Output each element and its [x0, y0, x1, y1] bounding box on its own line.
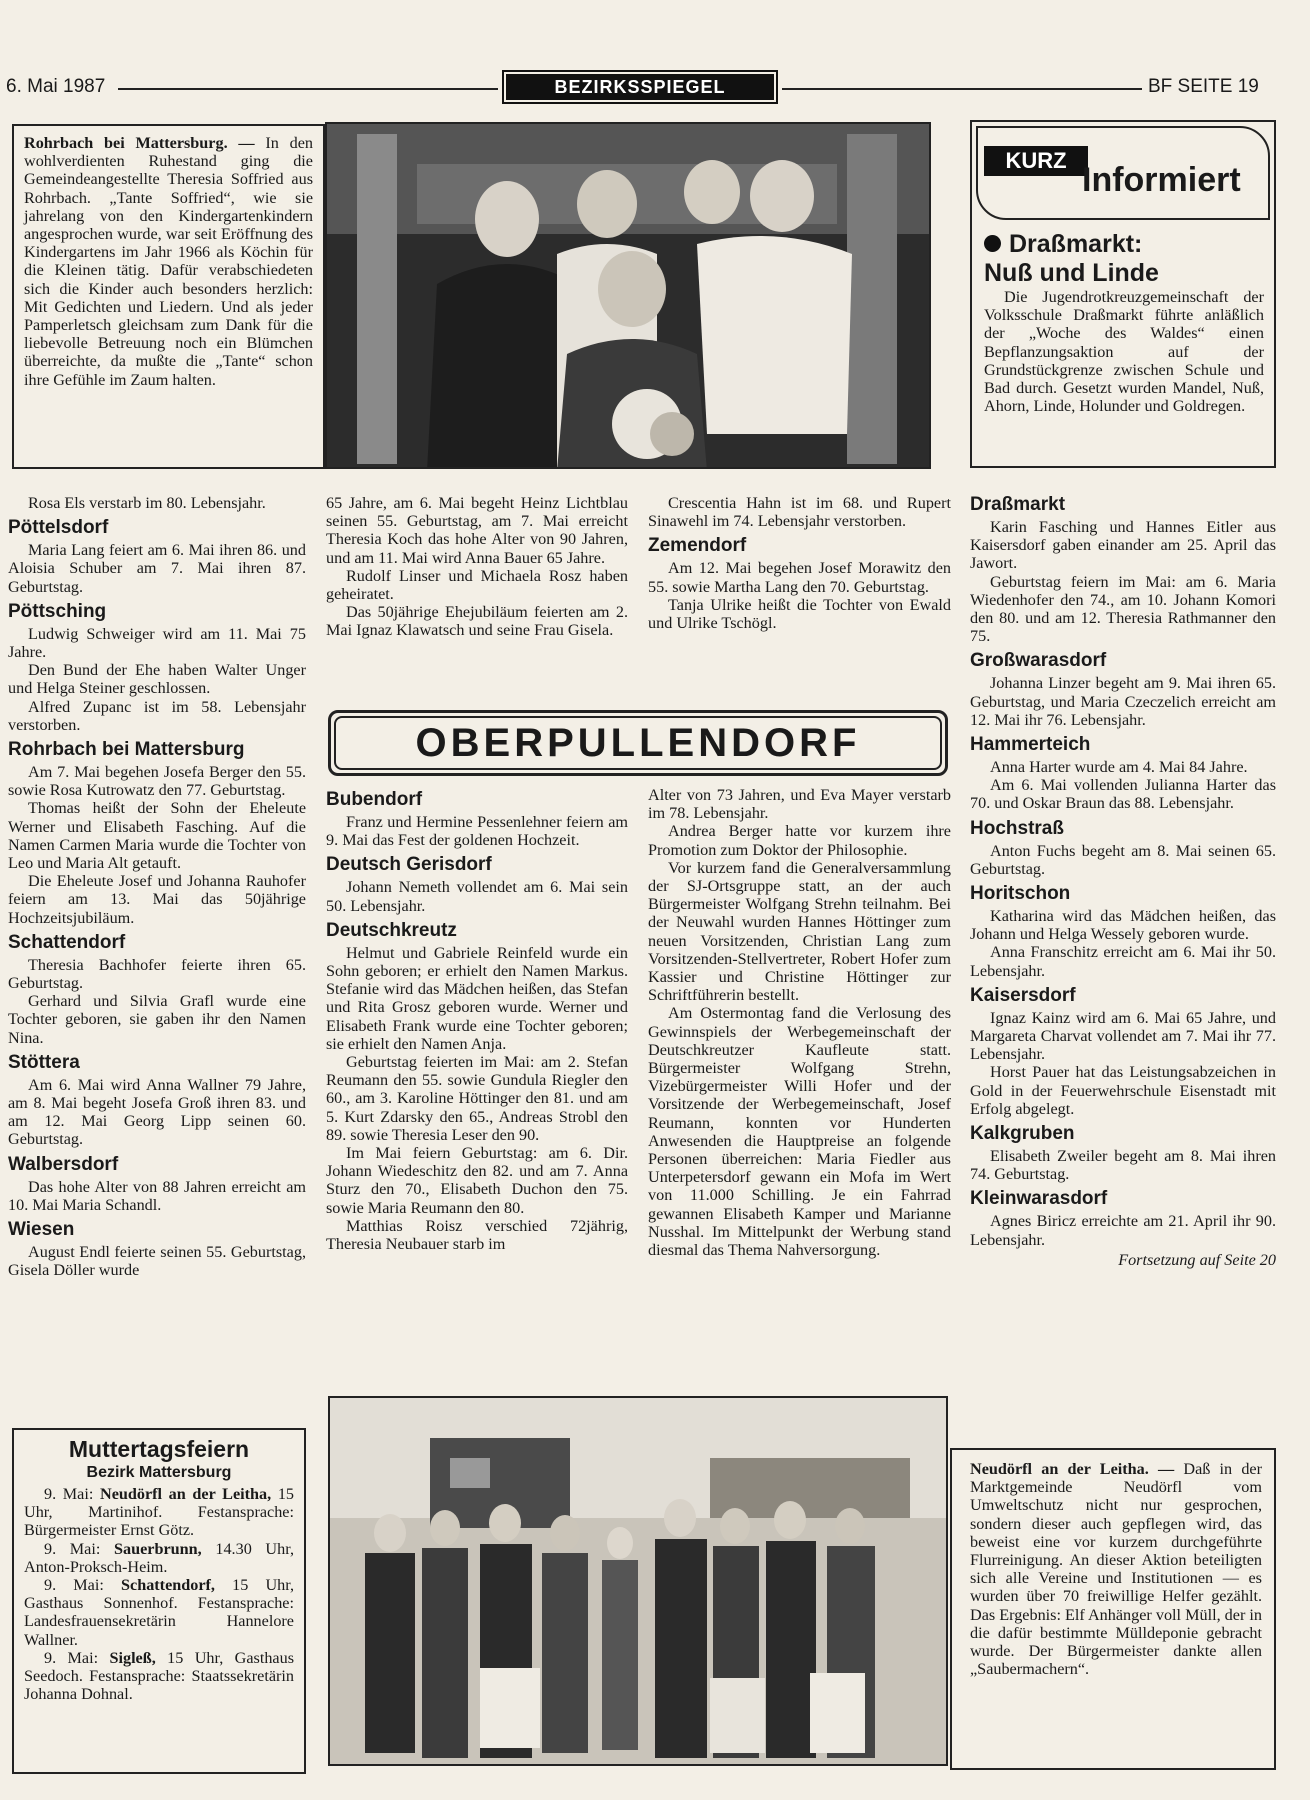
- col4-p3: Johanna Linzer begeht am 9. Mai ihren 65. Geburtstag, und Maria Czeczelich erreicht am 12. Mai ihr 76. Lebensjahr.: [970, 674, 1276, 729]
- col4-continued: Fortsetzung auf Seite 20: [1118, 1250, 1276, 1269]
- photo-kindergarten-image: [327, 124, 931, 469]
- col1-p8: Theresia Bachhofer feierte ihren 65. Geburtstag.: [8, 955, 306, 993]
- col4-heading-kleinwarasdorf: Kleinwarasdorf: [970, 1188, 1108, 1210]
- muttertag-entry-3-date: 9. Mai:: [44, 1576, 104, 1595]
- col3-p1: Crescentia Hahn ist im 68. und Rupert Sinawehl im 74. Lebensjahr verstorben.: [648, 494, 951, 531]
- muttertag-entry-1-text: 15 Uhr, Martinihof. Festansprache: Bürgermeister Ernst Götz.: [24, 1485, 294, 1540]
- muttertag-entry-3-text: 15 Uhr, Gasthaus Sonnenhof. Festansprache: Landesfrauensekretärin Hannelore Wallner.: [24, 1576, 295, 1649]
- kurz-headline-1: Draßmarkt:: [1009, 230, 1143, 258]
- col3-p2: Am 12. Mai begehen Josef Morawitz den 55. sowie Martha Lang den 70. Geburtstag.: [648, 559, 951, 596]
- col4-heading-hammerteich: Hammerteich: [970, 734, 1091, 756]
- col4-p12: Agnes Biricz erreichte am 21. April ihr 90. Lebensjahr.: [970, 1212, 1276, 1249]
- col1-heading-stoettera: Stöttera: [8, 1051, 80, 1073]
- col1-p3: Den Bund der Ehe haben Walter Unger und Helga Steiner geschlossen.: [8, 661, 306, 698]
- muttertag-entry-4-text: 15 Uhr, Gasthaus Seedoch. Festansprache: Staatssekretärin Johanna Dohnal.: [24, 1648, 295, 1704]
- muttertag-entry-2-date: 9. Mai:: [44, 1539, 101, 1558]
- neudoerfl-lead: Neudörfl an der Leitha. —: [970, 1460, 1175, 1478]
- col4-p7: Katharina wird das Mädchen heißen, das Johann und Helga Wessely geboren wurde.: [970, 907, 1276, 944]
- photo-flurreinigung: [328, 1396, 948, 1766]
- muttertag-entry-1-place: Neudörfl an der Leitha,: [100, 1485, 272, 1503]
- header-section: BEZIRKSSPIEGEL: [506, 74, 774, 100]
- muttertag-entry-4-date: 9. Mai:: [44, 1648, 99, 1667]
- oberpullendorf-banner: [328, 710, 948, 776]
- muttertag-entry-4: [24, 1649, 294, 1704]
- col4-p11: Elisabeth Zweiler begeht am 8. Mai ihren 74. Geburtstag.: [970, 1147, 1276, 1184]
- muttertag-entry-2-place: Sauerbrunn,: [114, 1539, 202, 1558]
- col1-heading-schattendorf: Schattendorf: [8, 931, 126, 953]
- bullet-icon: [984, 235, 1001, 252]
- col4-p6: Anton Fuchs begeht am 8. Mai seinen 65. Geburtstag.: [970, 841, 1276, 878]
- top-story-lead: Rohrbach bei Mattersburg. —: [24, 134, 255, 152]
- column-2-bottom: [326, 784, 628, 1253]
- col1-p5: Am 7. Mai begehen Josefa Berger den 55. sowie Rosa Kutrowatz den 77. Geburtstag.: [8, 763, 306, 800]
- col4-p1: Karin Fasching und Hannes Eitler aus Kaisersdorf gaben einander am 25. April das Jawort.: [970, 518, 1276, 573]
- column-3-bottom: [648, 786, 951, 1259]
- muttertag-entry-1: [24, 1485, 294, 1540]
- col2b-p3: Helmut und Gabriele Reinfeld wurde ein Sohn geboren; er erhielt den Namen Markus. Stefanie wird das Mädchen heißen, das Stefan und Rita Grosz geboren wurde. Werner und Elisabeth Frank wurde eine Tochter geboren; sie erhielt den Namen Anja.: [326, 943, 628, 1053]
- col3b-p4: Am Ostermontag fand die Verlosung des Gewinnspiels der Werbegemeinschaft der Deutschkreutzer Kaufleute statt. Bürgermeister Wolfgang Strehn, Vizebürgermeister Willi Hofer und der Vorsitzende der Werbegemeinschaft, Josef Reumann, konnten vor Hunderten Anwesenden die Hauptpreise an folgende Personen überreichen: Maria Fiedler aus Unterpetersdorf gewann ein Mofa im Wert von 11.000 Schilling. Je ein Fahrrad gewannen Elisabeth Kamper und Marianne Nusshal. Im Mittelpunkt der Werbung stand diesmal das Thema Nahversorgung.: [648, 1004, 951, 1260]
- col1-p9: Gerhard und Silvia Grafl wurde eine Tochter geboren, sie gaben ihr den Namen Nina.: [8, 992, 306, 1047]
- col3b-p2: Andrea Berger hatte vor kurzem ihre Promotion zum Doktor der Philosophie.: [648, 822, 951, 859]
- col4-p8: Anna Franschitz erreicht am 6. Mai ihr 50. Lebensjahr.: [970, 943, 1276, 980]
- col2b-p6: Matthias Roisz verschied 72jährig, Theresia Neubauer starb im: [326, 1216, 628, 1254]
- col1-heading-poettelsdorf: Pöttelsdorf: [8, 517, 109, 539]
- top-story-box: [12, 124, 325, 469]
- col2b-p5: Im Mai feiern Geburtstag: am 6. Dir. Johann Wiedeschitz den 82. und am 7. Anna Sturz den 70., Elisabeth Duchon den 75. sowie Maria Reumann den 80.: [326, 1144, 628, 1217]
- top-story-text: In den wohlverdienten Ruhestand ging die Gemeindeangestellte Theresia Soffried aus Rohrbach. „Tante Soffried“, wie sie jahrelang von den Kindergartenkindern angesprochen wurde, war seit Eröffnung des Kindergartens im Jahr 1966 als Köchin für die Kleinen tätig. Dafür verabschiedeten sich die Kinder auch besonders herzlich: Mit Gedichten und Liedern. Und als jeder Pamperletsch gleichsam zum Dank für die liebevolle Betreuung noch ein Blümchen überreichte, da mußte die „Tante“ schon ihre Gefühle im Zaum halten.: [24, 134, 314, 389]
- col1-p7: Die Eheleute Josef und Johanna Rauhofer feiern am 13. Mai das 50jährige Hochzeitsjubiläum.: [8, 872, 306, 927]
- col2b-heading-deutschkreutz: Deutschkreutz: [326, 919, 457, 941]
- photo-flurreinigung-image: [330, 1398, 948, 1766]
- col1-heading-wiesen: Wiesen: [8, 1219, 75, 1241]
- kurz-text: Die Jugendrotkreuzgemeinschaft der Volksschule Draßmarkt führte anläßlich der „Woche des Waldes“ einen Bepflanzungsaktion auf der Grundstückgrenze zwischen Schule und Bad durch. Gesetzt wurden Mandel, Nuß, Ahorn, Linde, Holunder und Goldregen.: [984, 288, 1264, 416]
- col1-p6: Thomas heißt der Sohn der Eheleute Werner und Elisabeth Fasching. Auf die Namen Carmen Maria wurde die Tochter von Leo und Maria Alt getauft.: [8, 799, 306, 873]
- col4-heading-kalkgruben: Kalkgruben: [970, 1123, 1075, 1145]
- col1-p11: Das hohe Alter von 88 Jahren erreicht am 10. Mai Maria Schandl.: [8, 1177, 306, 1214]
- col2-p3: Das 50jährige Ehejubiläum feierten am 2. Mai Ignaz Klawatsch und seine Frau Gisela.: [326, 603, 628, 640]
- muttertag-title: Muttertagsfeiern: [68, 1436, 250, 1462]
- col2-p1: 65 Jahre, am 6. Mai begeht Heinz Lichtblau seinen 55. Geburtstag, am 7. Mai erreicht Theresia Koch das hohe Alter von 90 Jahren, und am 11. Mai wird Anna Bauer 65 Jahre.: [326, 494, 628, 567]
- col1-p4: Alfred Zupanc ist im 58. Lebensjahr verstorben.: [8, 697, 306, 734]
- kurz-informiert-logo: [976, 126, 1270, 220]
- photo-kindergarten-farewell: [325, 122, 931, 469]
- header-section-box: [502, 70, 778, 104]
- col2-p2: Rudolf Linser und Michaela Rosz haben geheiratet.: [326, 566, 628, 604]
- column-3-top: [648, 494, 951, 632]
- col2b-p4: Geburtstag feierten im Mai: am 2. Stefan Reumann den 55. sowie Gundula Riegler den 60., am 3. Karoline Höttinger den 81. und am 5. Kurt Zdarsky den 65., Andreas Strobl den 89. sowie Theresia Leser den 90.: [326, 1053, 628, 1144]
- col2b-heading-bubendorf: Bubendorf: [326, 789, 423, 810]
- informiert-label: Informiert: [1082, 161, 1241, 199]
- col4-p2: Geburtstag feiern im Mai: am 6. Maria Wiedenhofer den 74., am 10. Johann Komori den 80. und am 12. Theresia Rathmanner den 75.: [970, 572, 1276, 646]
- header-page: BF SEITE 19: [1148, 76, 1259, 97]
- header-rule-left: [118, 88, 498, 90]
- col4-heading-drassmarkt: Draßmarkt: [970, 494, 1066, 515]
- col4-heading-hochstrass: Hochstraß: [970, 817, 1064, 839]
- muttertag-entry-4-place: Sigleß,: [109, 1648, 156, 1667]
- col4-p5: Am 6. Mai vollenden Julianna Harter das 70. und Oskar Braun das 88. Lebensjahr.: [970, 776, 1276, 813]
- muttertag-subtitle: Bezirk Mattersburg: [86, 1464, 232, 1481]
- col3-heading-zemendorf: Zemendorf: [648, 535, 747, 557]
- banner-title: OBERPULLENDORF: [334, 716, 942, 770]
- col1-p12: August Endl feierte seinen 55. Geburtstag, Gisela Döller wurde: [8, 1243, 306, 1280]
- col2b-p2: Johann Nemeth vollendet am 6. Mai sein 50. Lebensjahr.: [326, 878, 628, 915]
- col4-heading-grosswarasdorf: Großwarasdorf: [970, 650, 1107, 672]
- col1-heading-rohrbach: Rohrbach bei Mattersburg: [8, 739, 245, 761]
- col2b-p1: Franz und Hermine Pessenlehner feiern am 9. Mai das Fest der goldenen Hochzeit.: [326, 813, 628, 850]
- col1-p1: Maria Lang feiert am 6. Mai ihren 86. und Aloisia Schuber am 7. Mai ihren 87. Geburtstag.: [8, 541, 306, 596]
- col3-p3: Tanja Ulrike heißt die Tochter von Ewald und Ulrike Tschögl.: [648, 595, 951, 633]
- col3b-p3: Vor kurzem fand die Generalversammlung der SJ-Ortsgruppe statt, an der auch Bürgermeister Wolfgang Strehn teilnahm. Bei der Neuwahl wurden Hannes Höttinger zum neuen Vorsitzenden, Christian Lang zum Vorsitzenden-Stellvertreter, Robert Hofer zum Kassier und Christine Höttinger zur Schriftführerin bestellt.: [648, 858, 951, 1005]
- column-2-top: [326, 494, 628, 640]
- column-4: [970, 494, 1276, 1269]
- muttertag-entry-2: [24, 1540, 294, 1576]
- col1-p2: Ludwig Schweiger wird am 11. Mai 75 Jahre.: [8, 624, 306, 662]
- neudoerfl-story-box: [950, 1448, 1276, 1770]
- kurz-headline: [984, 230, 1264, 288]
- kurz-headline-2: Nuß und Linde: [984, 259, 1159, 287]
- col4-heading-kaisersdorf: Kaisersdorf: [970, 984, 1076, 1006]
- neudoerfl-text: Daß in der Marktgemeinde Neudörfl vom Umweltschutz nicht nur gesprochen, sondern dieser auch gepflegen wird, das beweist eine vor kurzem durchgeführte Flurreinigung. An dieser Aktion beteiligten sich alle Vereine und Institutionen — es wurden über 70 freiwillige Helfer gezählt. Das Ergebnis: Elf Anhänger voll Müll, der in die dafür bestimmte Mülldeponie gebracht wurde. Der Bürgermeister dankte allen „Saubermachern“.: [970, 1460, 1262, 1679]
- col2b-heading-deutsch-gerisdorf: Deutsch Gerisdorf: [326, 854, 492, 876]
- header-rule-right: [782, 88, 1142, 90]
- col4-p10: Horst Pauer hat das Leistungsabzeichen in Gold in der Feuerwehrschule Eisenstadt mit Erfolg abgelegt.: [970, 1063, 1276, 1118]
- col4-p9: Ignaz Kainz wird am 6. Mai 65 Jahre, und Margareta Charvat vollendet am 7. Mai ihr 77. Lebensjahr.: [970, 1008, 1276, 1064]
- col3b-p1: Alter von 73 Jahren, und Eva Mayer verstarb im 78. Lebensjahr.: [648, 786, 951, 823]
- muttertag-entry-1-date: 9. Mai:: [44, 1485, 94, 1503]
- col1-p10: Am 6. Mai wird Anna Wallner 79 Jahre, am 8. Mai begeht Josefa Groß ihren 83. und am 12. Mai Georg Lipp seinen 60. Geburtstag.: [8, 1075, 306, 1149]
- kurz-label: KURZ: [984, 146, 1088, 176]
- kurz-informiert-box: [970, 120, 1276, 468]
- col1-p0: Rosa Els verstarb im 80. Lebensjahr.: [28, 494, 266, 512]
- col4-p4: Anna Harter wurde am 4. Mai 84 Jahre.: [990, 758, 1248, 777]
- column-1: [8, 494, 306, 1280]
- header-date: 6. Mai 1987: [6, 76, 106, 97]
- col1-heading-walbersdorf: Walbersdorf: [8, 1153, 119, 1175]
- muttertag-entry-2-text: 14.30 Uhr, Anton-Proksch-Heim.: [24, 1539, 294, 1576]
- muttertag-entry-3-place: Schattendorf,: [121, 1576, 215, 1595]
- col4-heading-horitschon: Horitschon: [970, 883, 1071, 905]
- muttertag-box: [12, 1428, 306, 1774]
- muttertag-entry-3: [24, 1576, 294, 1649]
- col1-heading-poettsching: Pöttsching: [8, 600, 107, 622]
